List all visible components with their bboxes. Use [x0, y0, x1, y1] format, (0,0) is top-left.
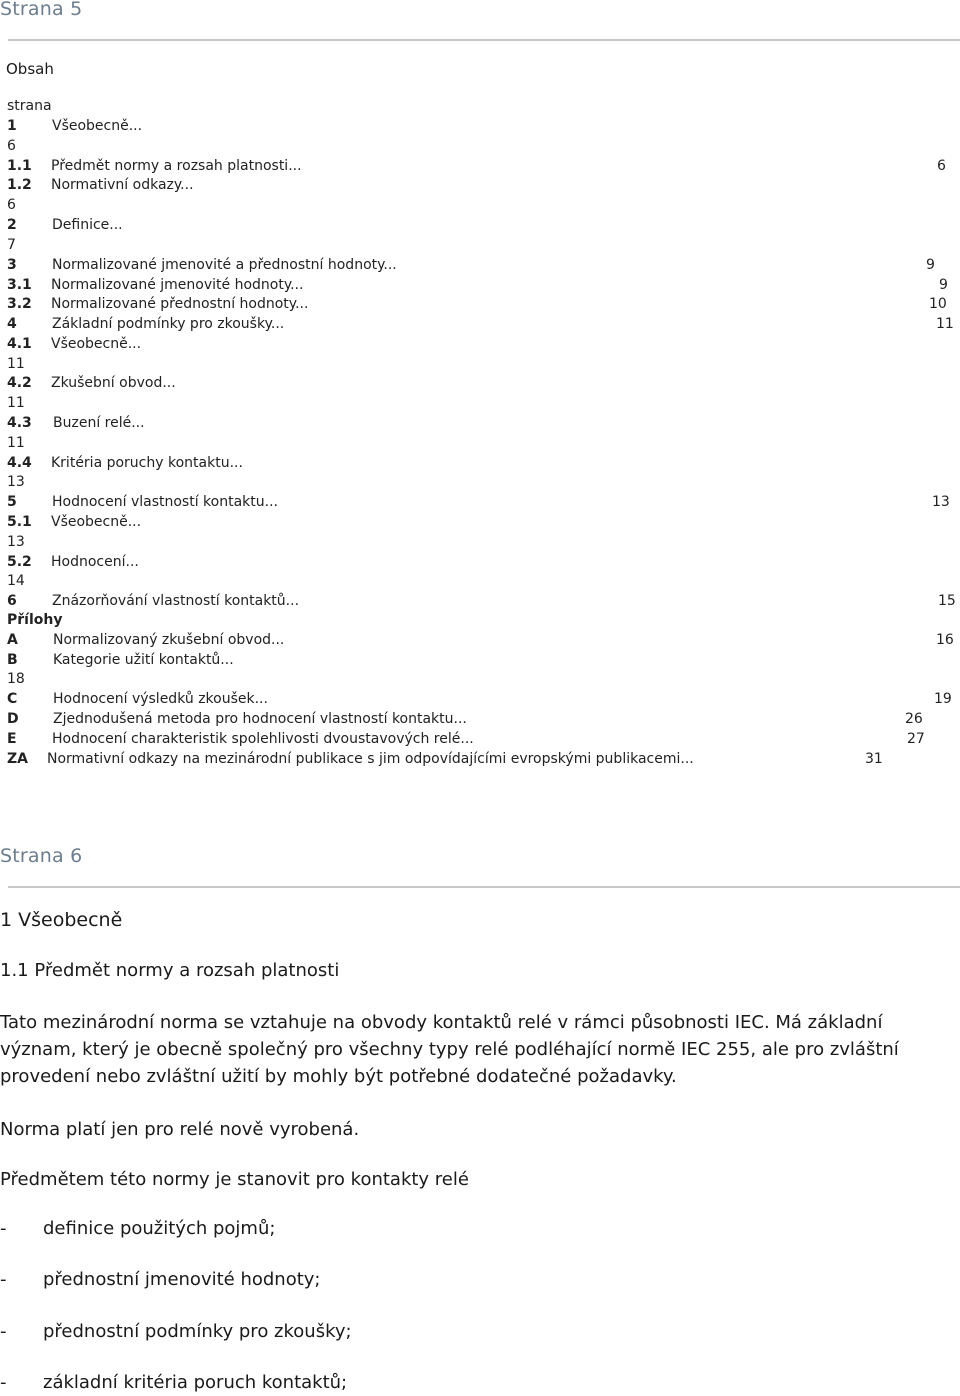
page-label-5: Strana 5 — [0, 0, 83, 20]
appendix-letter: E — [7, 731, 17, 747]
toc-entry-page: 7 — [7, 237, 16, 253]
appendix-page: 27 — [907, 731, 925, 747]
toc-entry-page: 14 — [7, 573, 25, 589]
toc-entry-number: 1.1 — [7, 158, 32, 174]
appendix-letter: B — [7, 652, 18, 668]
appendix-entry[interactable] — [7, 632, 954, 648]
toc-entry-number: 2 — [7, 217, 17, 233]
bullet-dash: - — [0, 1321, 7, 1342]
appendix-page: 16 — [936, 632, 954, 648]
bullet-item: přednostní podmínky pro zkoušky; — [43, 1321, 352, 1342]
toc-entry[interactable] — [7, 415, 145, 431]
toc-entry-text: Buzení relé... — [53, 415, 145, 431]
toc-entry-page: 11 — [7, 435, 25, 451]
bullet-dash: - — [0, 1269, 7, 1290]
subsection-heading: 1.1 Předmět normy a rozsah platnosti — [0, 960, 340, 981]
appendix-text: Kategorie užití kontaktů... — [53, 652, 234, 668]
toc-entry[interactable] — [7, 455, 243, 471]
toc-entry-page: 13 — [7, 474, 25, 490]
section-heading: 1 Všeobecně — [0, 909, 123, 931]
toc-entry[interactable] — [7, 593, 956, 609]
toc-entry-text: Normalizované jmenovité a přednostní hodnoty... — [52, 257, 397, 273]
toc-entry-number: 3 — [7, 257, 17, 273]
toc-entry-number: 5.2 — [7, 554, 32, 570]
paragraph-scope: Tato mezinárodní norma se vztahuje na obvody kontaktů relé v rámci působnosti IEC. Má základní význam, který je obecně společný pro všechny typy relé podléhající normě IEC 255, ale pro zvláštní provedení nebo zvláštní užití by mohly být potřebné dodatečné požadavky. — [0, 1012, 899, 1087]
toc-entry-text: Všeobecně... — [52, 118, 143, 134]
appendix-text: Hodnocení výsledků zkoušek... — [53, 691, 268, 707]
toc-entry-text: Znázorňování vlastností kontaktů... — [52, 593, 300, 609]
appendix-page: 31 — [865, 751, 883, 767]
toc-strana-label: strana — [7, 98, 52, 114]
paragraph-subject: Předmětem této normy je stanovit pro kontakty relé — [0, 1169, 469, 1190]
appendix-entry[interactable] — [7, 731, 925, 747]
toc-entry-text: Kritéria poruchy kontaktu... — [51, 455, 243, 471]
toc-entry-text: Normalizované přednostní hodnoty... — [51, 296, 309, 312]
appendix-page: 19 — [934, 691, 952, 707]
toc-entry-number: 4.4 — [7, 455, 32, 471]
toc-entry-page: 13 — [932, 494, 950, 510]
bullet-dash: - — [0, 1218, 7, 1239]
toc-entry[interactable] — [7, 316, 954, 332]
toc-entry-text: Základní podmínky pro zkoušky... — [52, 316, 285, 332]
appendix-page: 26 — [905, 711, 923, 727]
appendix-letter: A — [7, 632, 18, 648]
toc-entry[interactable] — [7, 336, 142, 352]
toc-entry[interactable] — [7, 494, 950, 510]
toc-entry-number: 4.2 — [7, 375, 32, 391]
toc-entry-text: Všeobecně... — [51, 336, 142, 352]
toc-entry-text: Předmět normy a rozsah platnosti... — [51, 158, 302, 174]
bullet-item: základní kritéria poruch kontaktů; — [43, 1372, 348, 1393]
appendix-letter: D — [7, 711, 19, 727]
toc-entry-text: Hodnocení... — [51, 554, 139, 570]
toc-entry[interactable] — [7, 277, 948, 293]
bullet-dash: - — [0, 1372, 7, 1393]
appendix-page: 18 — [7, 671, 25, 687]
toc-entry-number: 3.1 — [7, 277, 32, 293]
toc-entry-page: 10 — [929, 296, 947, 312]
toc-entry-number: 3.2 — [7, 296, 32, 312]
toc-entry-page: 11 — [7, 395, 25, 411]
toc-entry-text: Zkušební obvod... — [51, 375, 176, 391]
appendix-letter: ZA — [7, 751, 28, 767]
toc-entry-text: Všeobecně... — [51, 514, 142, 530]
toc-entry-number: 1 — [7, 118, 17, 134]
toc-entry[interactable] — [7, 375, 176, 391]
toc-entry-number: 4.3 — [7, 415, 32, 431]
toc-entry-page: 11 — [7, 356, 25, 372]
toc-entry-number: 5 — [7, 494, 17, 510]
toc-entry-page: 15 — [938, 593, 956, 609]
toc-entry-text: Hodnocení vlastností kontaktu... — [52, 494, 278, 510]
appendix-entry[interactable] — [7, 691, 952, 707]
toc-entry-number: 5.1 — [7, 514, 32, 530]
toc-entry[interactable] — [7, 554, 139, 570]
toc-entry-page: 9 — [926, 257, 935, 273]
toc-entry-text: Normativní odkazy... — [51, 177, 194, 193]
appendix-entry[interactable] — [7, 652, 234, 668]
toc-entry-page: 11 — [936, 316, 954, 332]
appendix-text: Normalizovaný zkušební obvod... — [53, 632, 285, 648]
toc-entry[interactable] — [7, 158, 946, 174]
appendix-text: Zjednodušená metoda pro hodnocení vlastností kontaktu... — [53, 711, 467, 727]
toc-entry-page: 13 — [7, 534, 25, 550]
toc-entry-number: 4.1 — [7, 336, 32, 352]
appendix-text: Hodnocení charakteristik spolehlivosti dvoustavových relé... — [52, 731, 474, 747]
toc-title: Obsah — [6, 60, 54, 78]
toc-entry[interactable] — [7, 514, 142, 530]
toc-entry[interactable] — [7, 177, 194, 193]
toc-entry-text: Normalizované jmenovité hodnoty... — [51, 277, 304, 293]
bullet-item: definice použitých pojmů; — [43, 1218, 276, 1239]
toc-entry-text: Definice... — [52, 217, 123, 233]
appendix-heading: Přílohy — [7, 612, 63, 628]
paragraph-new-relays: Norma platí jen pro relé nově vyrobená. — [0, 1119, 360, 1140]
toc-entry-page: 6 — [7, 197, 16, 213]
appendix-entry[interactable] — [7, 751, 883, 767]
toc-entry[interactable] — [7, 257, 935, 273]
toc-entry-number: 1.2 — [7, 177, 32, 193]
toc-entry-page: 6 — [7, 138, 16, 154]
toc-entry-number: 6 — [7, 593, 17, 609]
page-divider — [8, 886, 960, 888]
toc-entry[interactable] — [7, 296, 947, 312]
toc-entry-page: 6 — [937, 158, 946, 174]
appendix-letter: C — [7, 691, 18, 707]
bullet-item: přednostní jmenovité hodnoty; — [43, 1269, 321, 1290]
toc-entry-page: 9 — [939, 277, 948, 293]
toc-entry[interactable] — [7, 217, 123, 233]
appendix-text: Normativní odkazy na mezinárodní publikace s jim odpovídajícími evropskými publikacemi... — [47, 751, 694, 767]
page-label-6: Strana 6 — [0, 845, 83, 867]
toc-entry-number: 4 — [7, 316, 17, 332]
appendix-entry[interactable] — [7, 711, 923, 727]
toc-entry[interactable] — [7, 118, 143, 134]
page-divider — [8, 39, 960, 41]
